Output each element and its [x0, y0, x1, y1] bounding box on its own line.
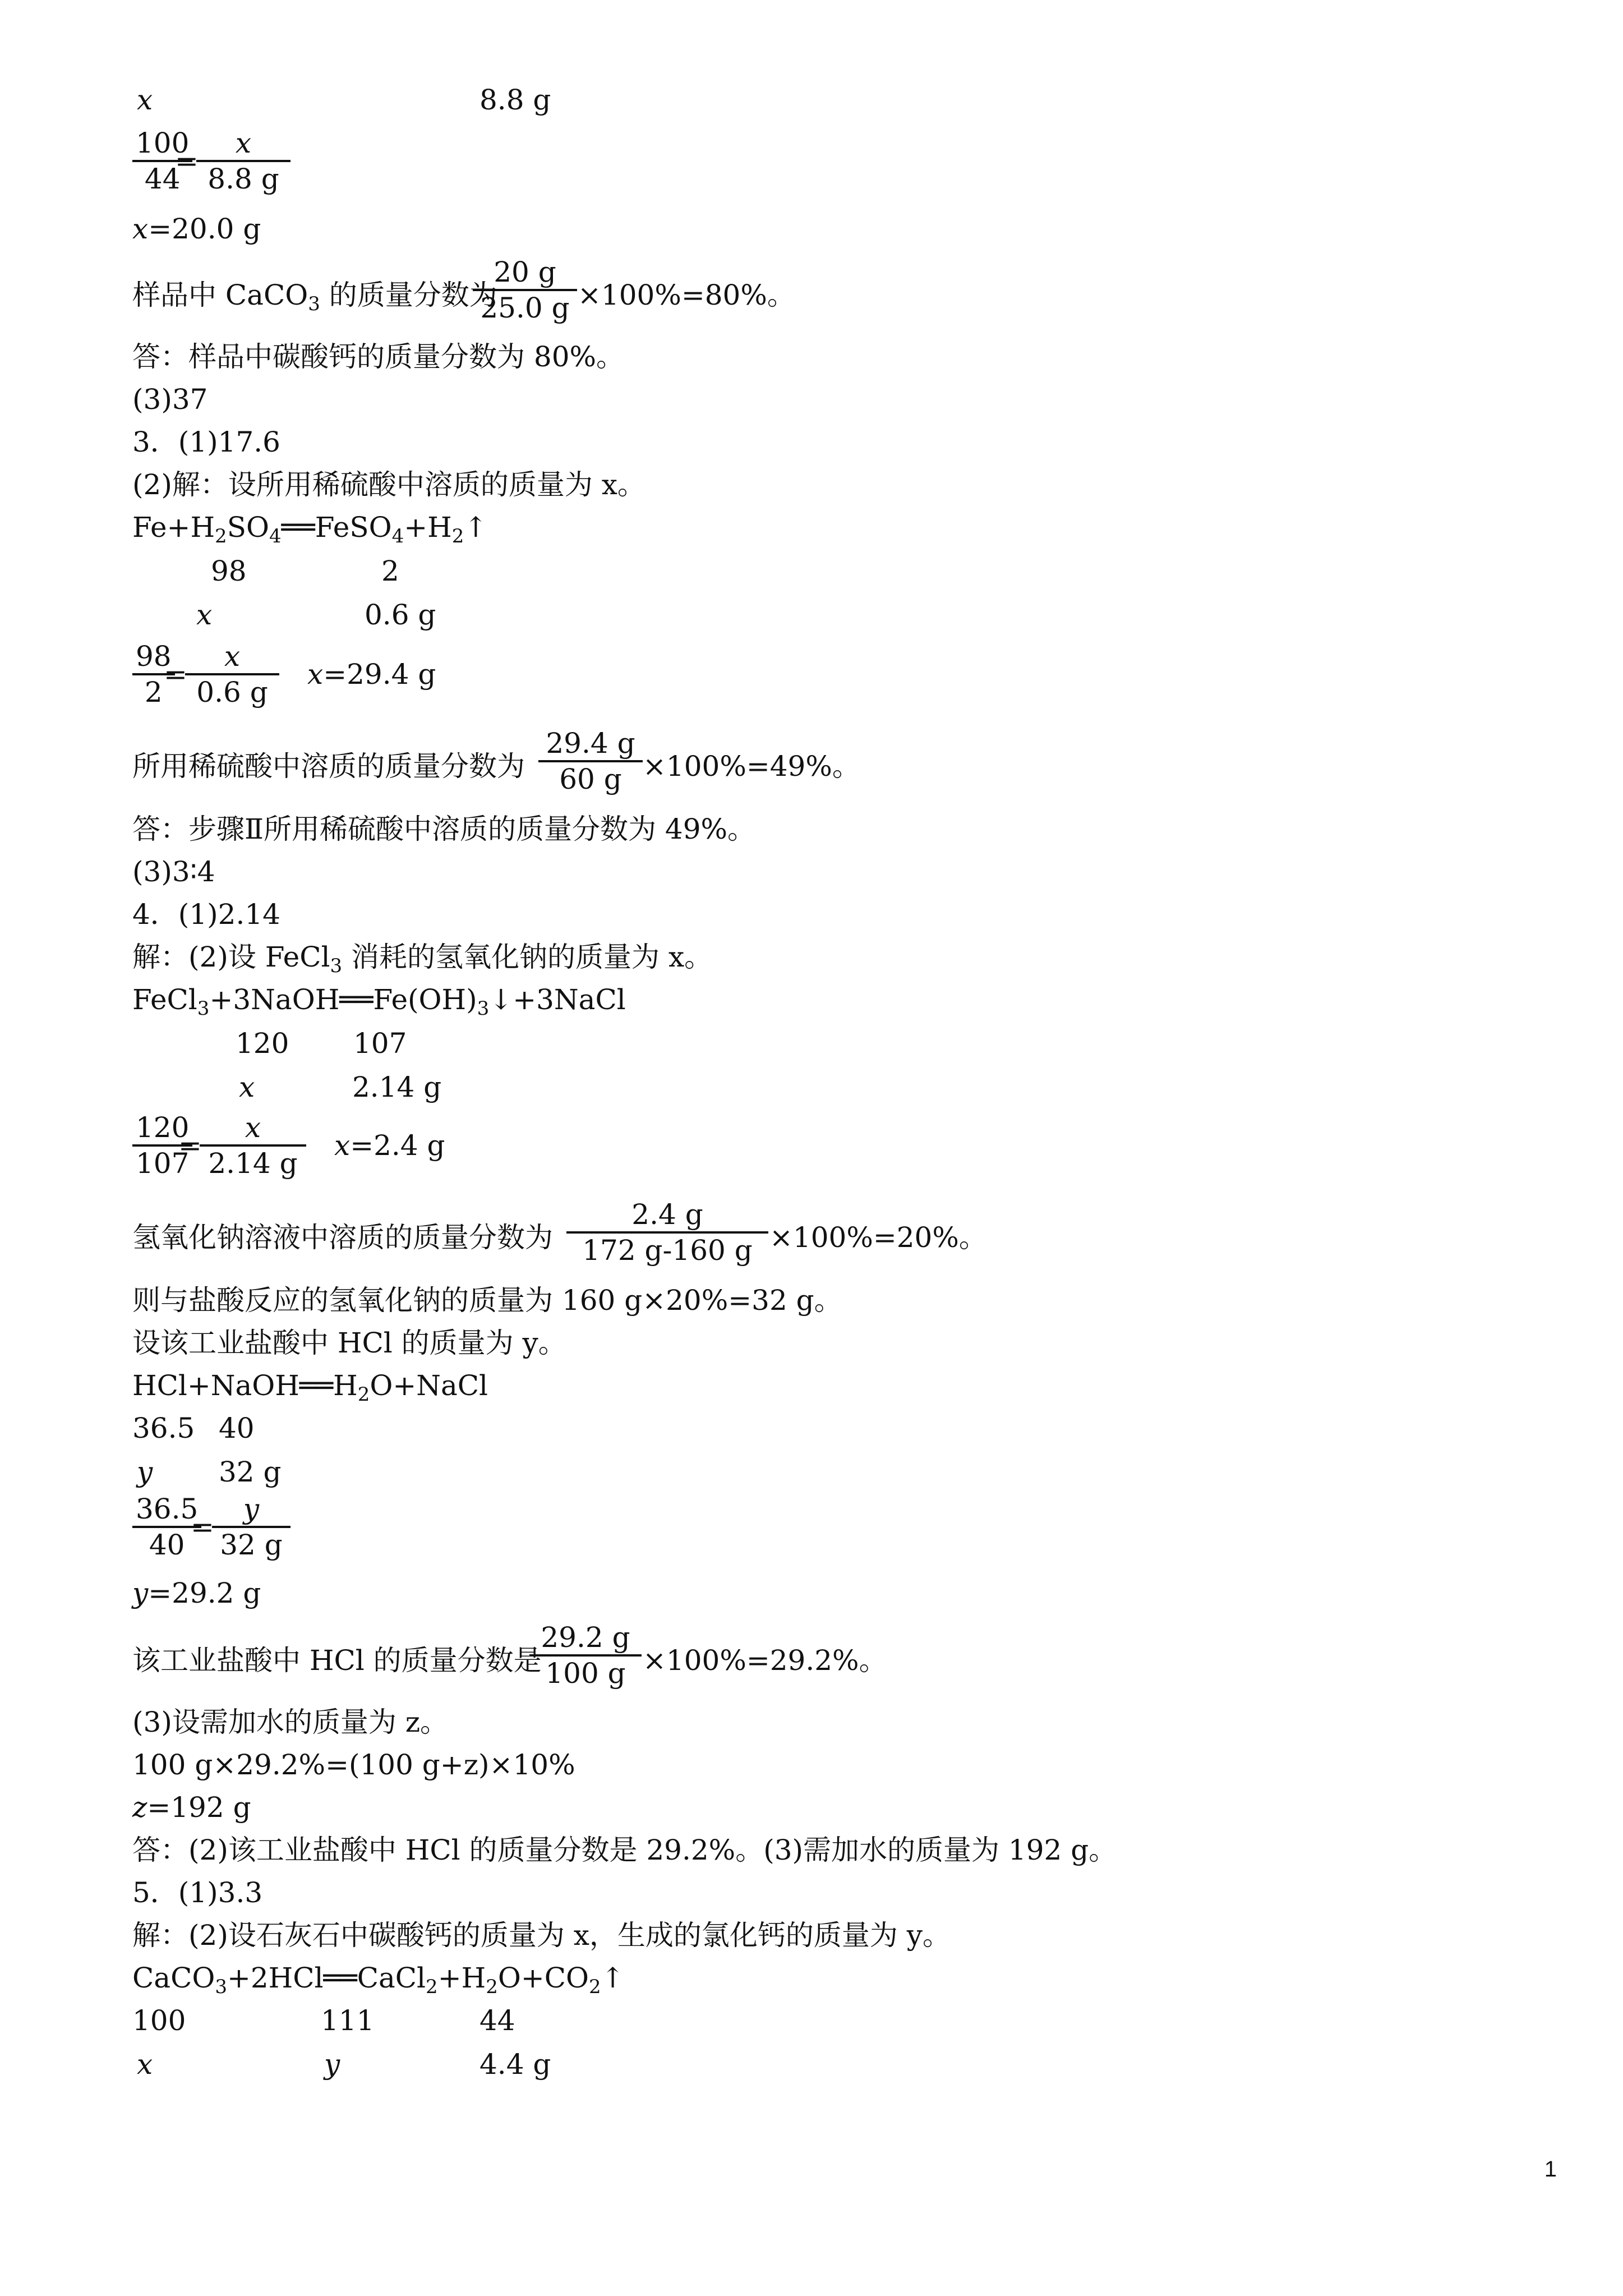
fraction-denominator: 100 g	[529, 1654, 642, 1690]
text-line: (3)37	[132, 383, 208, 416]
mass-value: 2.14 g	[352, 1071, 442, 1103]
text-line: 100 g×29.2%=(100 g+z)×10%	[132, 1749, 575, 1781]
fraction-denominator: 40	[132, 1526, 201, 1562]
text-line: 解：(2)设 FeCl$_3$ 消耗的氢氧化钠的质量为 x。	[132, 941, 713, 977]
fraction-numerator: 100	[136, 127, 190, 159]
variable-x: x	[137, 84, 153, 116]
result-line: x=20.0 g	[132, 213, 261, 245]
molar-mass: 2	[381, 555, 399, 587]
fraction	[473, 255, 577, 325]
variable-y: y	[324, 2048, 340, 2081]
text-line: 氢氧化钠溶液中溶质的质量分数为	[132, 1221, 553, 1254]
text-line: 答：(2)该工业盐酸中 HCl 的质量分数是 29.2%。(3)需加水的质量为 192 g。	[132, 1834, 1117, 1866]
fraction-numerator: x	[245, 1111, 261, 1144]
text-line: 答：样品中碳酸钙的质量分数为 80%。	[132, 341, 625, 373]
text-line: 该工业盐酸中 HCl 的质量分数是	[132, 1644, 542, 1677]
text-line: 5．(1)3.3	[132, 1876, 263, 1909]
text-line: 4．(1)2.14	[132, 898, 280, 931]
fraction-numerator: 98	[136, 640, 172, 673]
fraction-numerator: 29.2 g	[541, 1621, 630, 1654]
fraction	[200, 1111, 306, 1180]
fraction-denominator: 32 g	[212, 1526, 291, 1562]
mass-value: 32 g	[219, 1456, 282, 1488]
variable-y: y	[137, 1456, 153, 1488]
chemical-equation: $CaCO_3+2HCl══CaCl_2+H_2O+CO_2↑$	[132, 1962, 625, 1998]
text-line: ×100%=80%。	[578, 279, 795, 311]
variable-x: x	[137, 2048, 153, 2081]
fraction-denominator: 60 g	[538, 760, 643, 796]
text-line: 答：步骤Ⅱ所用稀硫酸中溶质的质量分数为 49%。	[132, 813, 756, 845]
equals-sign: =	[164, 658, 187, 691]
variable-x: x	[196, 599, 213, 631]
text-line: 则与盐酸反应的氢氧化钠的质量为 160 g×20%=32 g。	[132, 1284, 842, 1317]
fraction	[185, 639, 279, 709]
variable-x: x	[239, 1071, 255, 1103]
result-line: y=29.2 g	[132, 1577, 261, 1609]
mass-value: 8.8 g	[479, 84, 551, 116]
fraction	[212, 1492, 291, 1562]
fraction-denominator: 2	[132, 673, 175, 709]
fraction-denominator: 25.0 g	[473, 289, 577, 325]
molar-mass: 36.5	[132, 1412, 195, 1444]
fraction-denominator: 44	[132, 160, 192, 196]
page-number: 1	[1544, 2157, 1557, 2182]
molar-mass: 44	[479, 2004, 515, 2037]
equals-sign: =	[191, 1511, 214, 1543]
fraction-numerator: x	[235, 127, 252, 159]
text-line: ×100%=29.2%。	[643, 1644, 887, 1677]
mass-value: 4.4 g	[479, 2048, 551, 2081]
fraction-numerator: 36.5	[136, 1493, 199, 1525]
molar-mass: 111	[321, 2004, 375, 2037]
equals-sign: =	[178, 1129, 202, 1162]
result: x=2.4 g	[334, 1129, 445, 1162]
text-line: 所用稀硫酸中溶质的质量分数为	[132, 750, 525, 783]
fraction-numerator: 29.4 g	[546, 727, 635, 760]
chemical-equation: $FeCl_3+3NaOH══Fe(OH)_3↓+3NaCl$	[132, 983, 626, 1020]
fraction-denominator: 2.14 g	[200, 1144, 306, 1180]
molar-mass: 107	[353, 1027, 407, 1060]
fraction-denominator: 172 g-160 g	[566, 1231, 768, 1267]
mass-value: 0.6 g	[365, 599, 436, 631]
fraction	[529, 1621, 642, 1690]
fraction-denominator: 8.8 g	[196, 160, 291, 196]
text-line: (3)3∶4	[132, 855, 215, 888]
fraction-denominator: 0.6 g	[185, 673, 279, 709]
text-line: ×100%=49%。	[643, 750, 860, 783]
fraction	[196, 126, 291, 196]
text-line: 样品中 CaCO$_3$ 的质量分数为	[132, 279, 497, 315]
fraction-numerator: 2.4 g	[631, 1198, 703, 1231]
molar-mass: 40	[219, 1412, 255, 1444]
text-line: ×100%=20%。	[769, 1221, 987, 1254]
fraction-numerator: y	[243, 1493, 260, 1525]
chemical-equation: $HCl+NaOH══H_2O+NaCl$	[132, 1369, 488, 1406]
molar-mass: 120	[236, 1027, 289, 1060]
fraction	[538, 726, 643, 796]
molar-mass: 100	[132, 2004, 186, 2037]
fraction-numerator: x	[224, 640, 241, 673]
molar-mass: 98	[211, 555, 247, 587]
text-line: (3)设需加水的质量为 z。	[132, 1706, 449, 1738]
text-line: 解：(2)设石灰石中碳酸钙的质量为 x，生成的氯化钙的质量为 y。	[132, 1919, 951, 1952]
fraction-denominator: 107	[132, 1144, 192, 1180]
fraction-numerator: 120	[136, 1111, 190, 1144]
result: x=29.4 g	[307, 658, 436, 691]
fraction	[566, 1198, 768, 1267]
text-line: 设该工业盐酸中 HCl 的质量为 y。	[132, 1327, 566, 1359]
text-line: 3．(1)17.6	[132, 426, 280, 458]
result-line: z=192 g	[132, 1791, 251, 1824]
text-line: (2)解：设所用稀硫酸中溶质的质量为 x。	[132, 468, 645, 501]
fraction-numerator: 20 g	[494, 256, 556, 288]
chemical-equation: $Fe+H_2SO_4══FeSO_4+H_2↑$	[132, 511, 488, 547]
equals-sign: =	[175, 145, 199, 177]
